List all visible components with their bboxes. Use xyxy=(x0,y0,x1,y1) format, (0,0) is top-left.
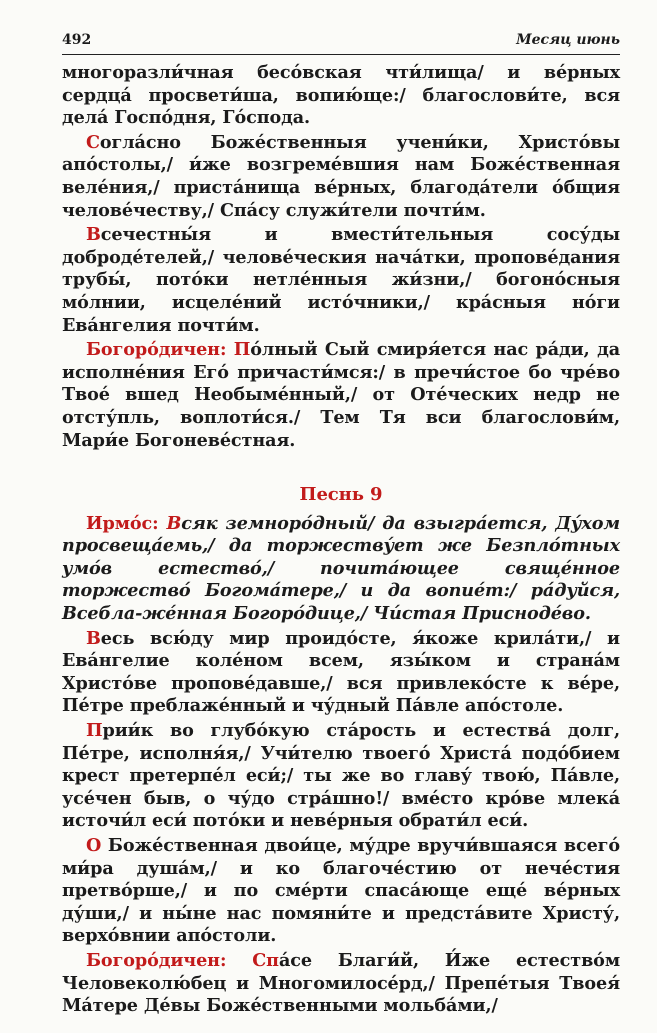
theotokion-label: Богоро́дичен: xyxy=(86,339,227,361)
troparion-4: Прии́к во глубо́кую ста́рость и естества́ долг, Пе́тре, исполня́я,/ Учи́телю твоего́ Христа́ подо́бием крест претерпе́л еси́;/ ты же во главу́ твою́, Па́вле, усе́чен быв, о чу́до стра́шно!/ вме́сто кро́ве млека́ источи́л еси́ пото́ки и неве́рныя обрати́л еси́. xyxy=(62,720,620,832)
ode-heading: Песнь 9 xyxy=(299,484,383,506)
troparion-2: Всечестны́я и вмести́тельныя сосу́ды доброде́телей,/ челове́ческия нача́тки, пропове́дания трубы́, пото́ки нетле́нныя жи́зни,/ богоно́сныя мо́лнии, исцеле́ний исто́чники,/ кра́сныя но́ги Ева́нгелия почти́м. xyxy=(62,224,620,336)
red-initial: О xyxy=(86,835,102,856)
header-rule xyxy=(62,54,620,55)
red-initial: В xyxy=(166,512,182,534)
red-initial: С xyxy=(86,131,100,153)
page-number: 492 xyxy=(62,32,92,48)
body-text xyxy=(62,62,620,1020)
red-initial: П xyxy=(233,339,251,361)
troparion-5: О Боже́ственная двои́це, му́дре вручи́вшаяся всего́ ми́ра душа́м,/ и ко благоче́стию от нече́стия претво́рше,/ и по сме́рти спаса́юще еще́ ве́рных ду́ши,/ и ны́не нас помяни́те и предста́вите Христу́, верхо́внии апо́столи. xyxy=(62,835,620,947)
red-initial: Сп xyxy=(252,949,279,971)
theotokion-9: Богоро́дичен: Спа́се Благи́й, И́же естество́м Человеколю́бец и Многомилосе́рд,/ Препе́тыя Твоея́ Ма́тере Де́вы Боже́ственными мольба́ми,/ xyxy=(62,949,621,1017)
red-initial: В xyxy=(86,627,101,649)
theotokion-8: Богоро́дичен: По́лный Сый смиря́ется нас ра́ди, да исполне́ния Его́ причасти́мся:/ в пречи́стое бо чре́во Твое́ вшед Необыме́нный,/ от Оте́ческих недр не отсту́пль, воплоти́ся./ Тем Тя вси благослови́м, Мари́е Богоневе́стная. xyxy=(62,339,621,451)
paragraph-continued: многоразли́чная бесо́вская чти́лища/ и ве́рных сердца́ просвети́ша, вопию́ще:/ благослови́те, вся дела́ Госпо́дня, Го́спода. xyxy=(62,62,620,129)
irmos-label: Ирмо́с: xyxy=(86,512,159,534)
page-header xyxy=(62,32,620,54)
running-title: Месяц июнь xyxy=(516,32,620,48)
theotokion-label: Богоро́дичен: xyxy=(86,949,227,971)
troparion-1: Согла́сно Боже́ственныя учени́ки, Христо́вы апо́столы,/ и́же возгреме́вшия нам Боже́ственная веле́ния,/ приста́нища ве́рных, благода́тели о́бщия челове́честву,/ Спа́су служи́тели почти́м. xyxy=(62,131,620,221)
red-initial: В xyxy=(86,224,101,246)
red-initial: П xyxy=(86,720,103,742)
irmos: Ирмо́с: Всяк земноро́дный/ да взыгра́ется, Ду́хом просвеща́емь,/ да торжеству́ет же Безпло́тных умо́в естество́,/ почита́ющее свяще́нное торжество́ Богома́тере,/ и да вопие́т:/ ра́дуйся, Всебла-же́нная Богоро́дице,/ Чи́стая Присноде́во. xyxy=(62,512,620,625)
troparion-3: Весь всю́ду мир проидо́сте, я́коже крила́ти,/ и Ева́нгелие коле́ном всем, язы́ком и страна́м Христо́ве пропове́давше,/ вся привлеко́сте к ве́ре, Пе́тре преблаже́нный и чу́дный Па́вле апо́столе. xyxy=(62,627,620,717)
